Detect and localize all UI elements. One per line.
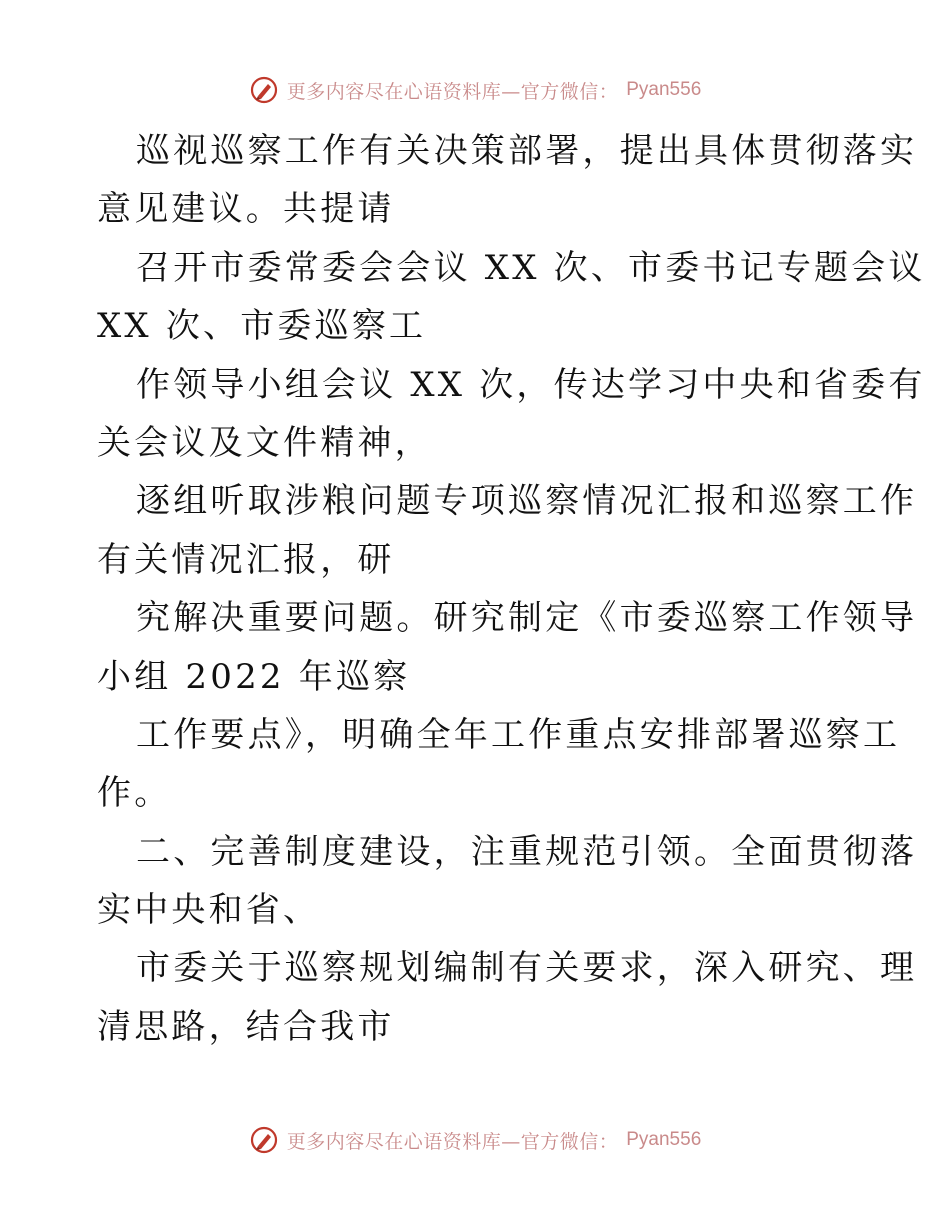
- watermark-footer: [0, 1120, 950, 1160]
- text-line: 作领导小组会议 XX 次，传达学习中央和省委有: [136, 364, 926, 405]
- watermark-header: [0, 70, 950, 110]
- text-line: 实中央和省、: [97, 890, 321, 931]
- watermark-wechat-id: Pyan556: [626, 1129, 702, 1150]
- document-body: [97, 122, 926, 1056]
- text-line: 清思路，结合我市: [97, 1006, 395, 1047]
- text-line: 意见建议。共提请: [97, 189, 395, 230]
- watermark-text: 更多内容尽在心语资料库—官方微信：: [286, 1130, 619, 1153]
- text-line: 小组 2022 年巡察: [97, 656, 411, 697]
- watermark-text: 更多内容尽在心语资料库—官方微信：: [286, 80, 619, 103]
- text-line: 作。: [97, 773, 172, 814]
- pen-logo-icon: [249, 1125, 279, 1155]
- text-line: 市委关于巡察规划编制有关要求，深入研究、理: [136, 948, 918, 989]
- text-line: 究解决重要问题。研究制定《市委巡察工作领导: [136, 598, 918, 639]
- text-line: XX 次、市委巡察工: [97, 306, 427, 347]
- text-line: 二、完善制度建设，注重规范引领。全面贯彻落: [136, 831, 918, 872]
- text-line: 召开市委常委会会议 XX 次、市委书记专题会议: [136, 247, 926, 288]
- text-line: 逐组听取涉粮问题专项巡察情况汇报和巡察工作: [136, 481, 918, 522]
- text-line: 工作要点》，明确全年工作重点安排部署巡察工: [136, 714, 901, 755]
- text-line: 巡视巡察工作有关决策部署，提出具体贯彻落实: [136, 131, 918, 171]
- text-line: 关会议及文件精神，: [97, 422, 432, 463]
- text-line: 有关情况汇报，研: [97, 539, 395, 580]
- watermark-wechat-id: Pyan556: [626, 79, 702, 100]
- pen-logo-icon: [249, 75, 279, 105]
